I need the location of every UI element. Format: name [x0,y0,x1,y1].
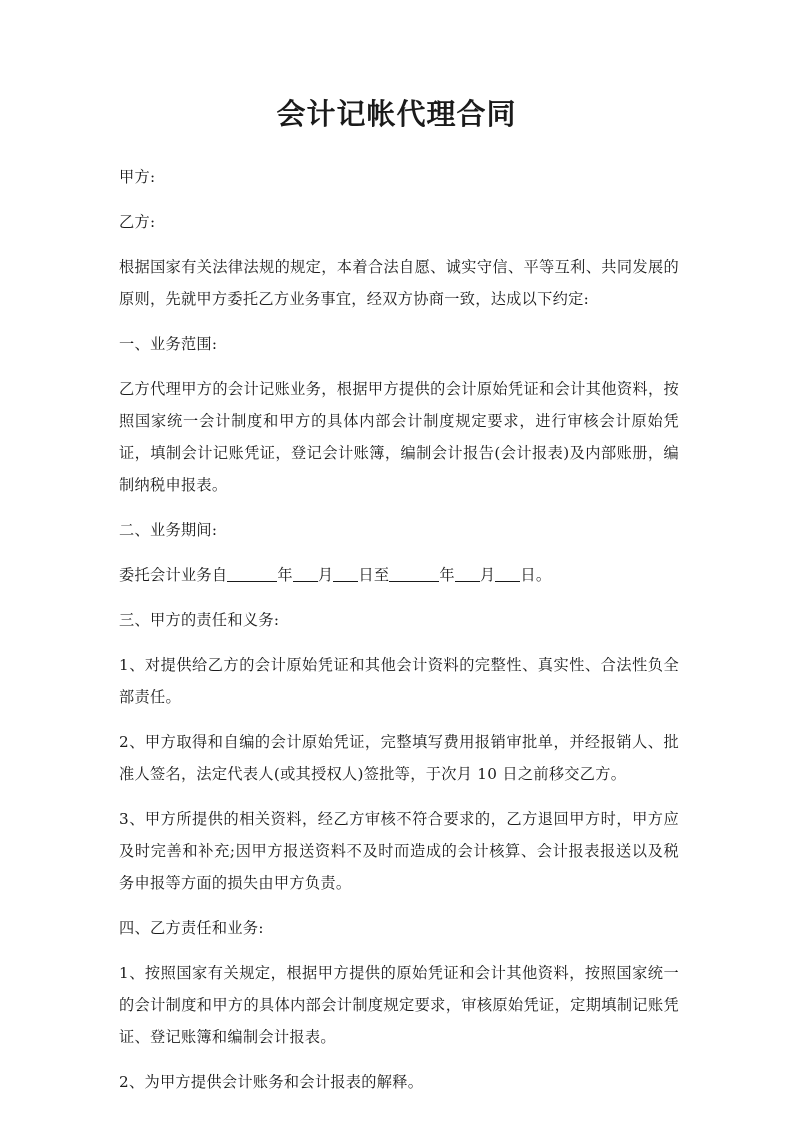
section3-heading: 三、甲方的责任和义务: [119,611,280,629]
document-title: 会计记帐代理合同 [276,97,517,131]
party-a-line: 甲方: [119,168,156,186]
party-b-line: 乙方: [119,213,156,231]
section4-item-2: 2、为甲方提供会计账务和会计报表的解释。 [119,1073,424,1091]
end-year-blank [389,563,439,582]
start-day-blank [333,563,358,582]
period-year-label-1: 年 [277,566,293,584]
start-month-blank [293,563,318,582]
section2-heading: 二、业务期间: [119,521,218,539]
end-month-blank [455,563,480,582]
section1-paragraph: 乙方代理甲方的会计记账业务，根据甲方提供的会计原始凭证和会计其他资料，按照国家统一会计制度和甲方的具体内部会计制度规定要求，进行审核会计原始凭证，填制会计记账凭证，登记会计账簿，编制会计报告(会计报表)及内部账册，编制纳税申报表。 [119,380,679,494]
section4-item-1: 1、按照国家有关规定，根据甲方提供的原始凭证和会计其他资料，按照国家统一的会计制度和甲方的具体内部会计制度规定要求，审核原始凭证，定期填制记账凭证、登记账簿和编制会计报表。 [119,964,679,1046]
period-day-to-label: 日至 [358,566,390,584]
start-year-blank [227,563,277,582]
section3-item-2: 2、甲方取得和自编的会计原始凭证，完整填写费用报销审批单，并经报销人、批准人签名，法定代表人(或其授权人)签批等，于次月 10 日之前移交乙方。 [119,733,679,783]
end-day-blank [495,563,520,582]
period-day-end-label: 日。 [520,566,552,584]
section3-item-1: 1、对提供给乙方的会计原始凭证和其他会计资料的完整性、真实性、合法性负全部责任。 [119,656,679,706]
period-year-label-2: 年 [439,566,455,584]
preamble-paragraph: 根据国家有关法律法规的规定，本着合法自愿、诚实守信、平等互利、共同发展的原则，先就甲方委托乙方业务事宜，经双方协商一致，达成以下约定: [119,258,679,308]
section3-item-3: 3、甲方所提供的相关资料，经乙方审核不符合要求的，乙方退回甲方时，甲方应及时完善和补充;因甲方报送资料不及时而造成的会计核算、会计报表报送以及税务申报等方面的损失由甲方负责。 [119,810,679,892]
section1-heading: 一、业务范围: [119,335,218,353]
period-prefix: 委托会计业务自 [119,566,228,584]
period-line [119,559,679,591]
section4-heading: 四、乙方责任和业务: [119,919,264,937]
period-month-label-2: 月 [479,566,496,584]
document-body [119,161,679,1098]
period-month-label-1: 月 [317,566,334,584]
